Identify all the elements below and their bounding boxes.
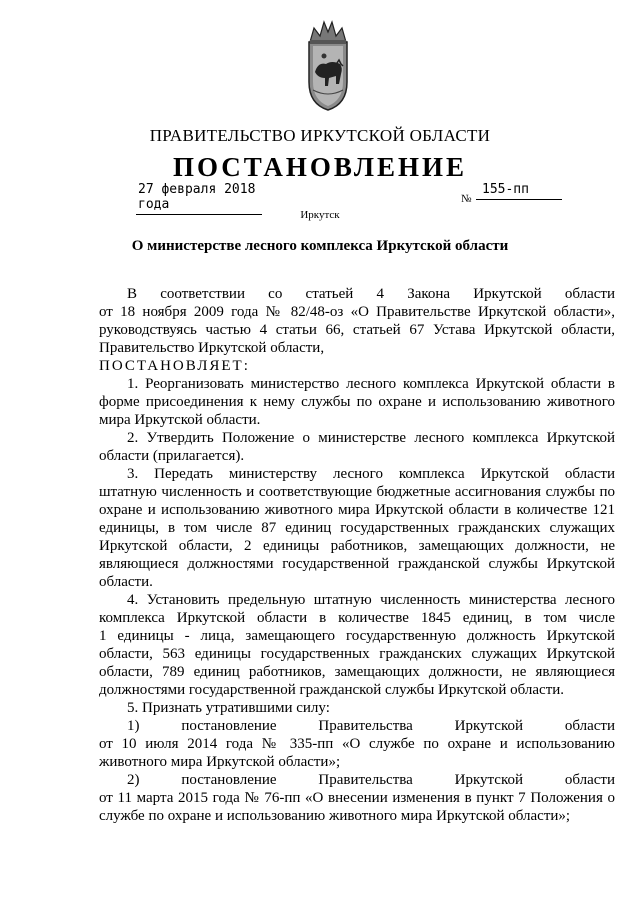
body-line: являющиеся должностями государственной гражданской службы Иркутской: [99, 556, 615, 572]
body-line: 1) постановление Правительства Иркутской области: [127, 718, 615, 734]
body-line: 1 единицы - лица, замещающего государственную должность Иркутской: [99, 628, 615, 644]
city: Иркутск: [300, 209, 340, 221]
body-line: Правительство Иркутской области,: [99, 340, 325, 356]
body-line: комплекса Иркутской области в количестве 1845 единиц, в том числе: [99, 610, 615, 626]
number-sign: №: [461, 193, 472, 205]
body-line: 4. Установить предельную штатную численность министерства лесного: [127, 592, 615, 608]
body-line: области, 789 единиц работников, замещающих должности, не являющиеся: [99, 664, 615, 680]
body-line: животного мира Иркутской области»;: [99, 754, 341, 770]
government-name: ПРАВИТЕЛЬСТВО ИРКУТСКОЙ ОБЛАСТИ: [149, 126, 491, 145]
body-line: должностями государственной гражданской службы Иркутской области.: [99, 682, 565, 698]
body-line: 1. Реорганизовать министерство лесного комплекса Иркутской области в: [127, 376, 615, 392]
body-line: службе по охране и использованию животного мира Иркутской области»;: [99, 808, 571, 824]
document-title: О министерстве лесного комплекса Иркутской области: [131, 238, 509, 254]
body-line: форме присоединения к нему службы по охране и использованию животного: [99, 394, 615, 410]
body-line: охране и использованию животного мира Иркутской области в количестве 121: [99, 502, 615, 518]
body-line: руководствуясь частью 4 статьи 66, статьей 67 Устава Иркутской области,: [99, 322, 615, 338]
coat-of-arms-icon: [302, 12, 354, 112]
document-number: 155-пп: [476, 182, 562, 200]
body-line: 5. Признать утратившими силу:: [127, 700, 330, 716]
body-line: штатную численность и соответствующие бюджетные ассигнования службы по: [99, 484, 615, 500]
body-line: области (прилагается).: [99, 448, 245, 464]
body-line: области, 563 единицы государственных гражданских служащих Иркутской: [99, 646, 615, 662]
document-type: ПОСТАНОВЛЕНИЕ: [172, 152, 468, 182]
body-line: 2. Утвердить Положение о министерстве лесного комплекса Иркутской: [127, 430, 615, 446]
body-line: В соответствии со статьей 4 Закона Иркутской области: [127, 286, 615, 302]
body-line: от 11 марта 2015 года № 76-пп «О внесении изменения в пункт 7 Положения о: [99, 790, 615, 806]
body-line: от 18 ноября 2009 года № 82/48-оз «О Правительстве Иркутской области»,: [99, 304, 615, 320]
body-line: Иркутской области, 2 единицы работников, замещающих должности, не: [99, 538, 615, 554]
body-line: 3. Передать министерству лесного комплекса Иркутской области: [127, 466, 615, 482]
resolves-heading: ПОСТАНОВЛЯЕТ:: [99, 358, 250, 374]
body-line: от 10 июля 2014 года № 335-пп «О службе по охране и использованию: [99, 736, 615, 752]
body-line: области.: [99, 574, 153, 590]
document-date: 27 февраля 2018 года: [136, 182, 262, 215]
body-line: 2) постановление Правительства Иркутской области: [127, 772, 615, 788]
document-body: [99, 285, 615, 825]
body-line: единицы, в том числе 87 единиц государственных гражданских служащих: [99, 520, 615, 536]
body-line: мира Иркутской области.: [99, 412, 261, 428]
